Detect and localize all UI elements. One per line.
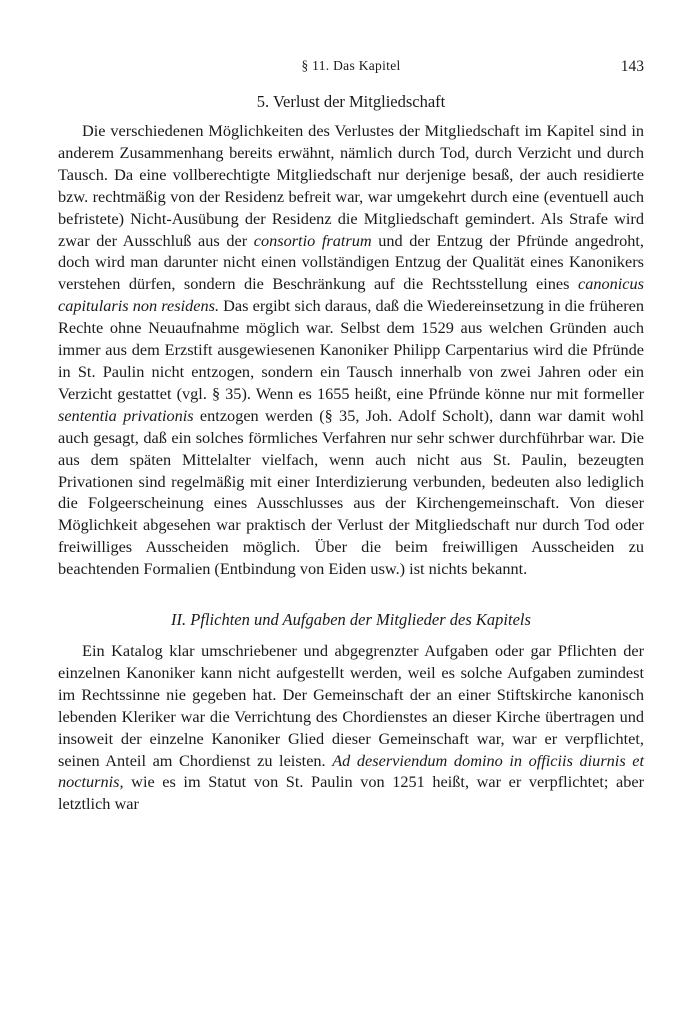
text-run: wie es im Statut von St. Paulin von 1251 heißt, war er verpflichtet; aber letztlich war — [58, 772, 644, 814]
section-paragraph — [58, 120, 644, 580]
text-run: Ein Katalog klar umschriebener und abgegrenzter Aufgaben oder gar Pflichten der einzelnen Kanoniker kann nicht aufgestellt werden, weil es solche Aufgaben zumindest im Rechtssinne nie gegeben hat. Der Gemeinschaft der an einer Stiftskirche kanonisch lebenden Kleriker war die Verrichtung des Chordienstes an dieser Kirche übertragen und insoweit der einzelne Kanoniker Glied dieser Gemeinschaft war, war er verpflichtet, seinen Anteil am Chordienst zu leisten. — [58, 641, 644, 770]
running-title: § 11. Das Kapitel — [301, 58, 401, 73]
italic-term: consortio fratrum — [253, 230, 372, 250]
text-run: entzogen werden (§ 35, Joh. Adolf Scholt), dann war damit wohl auch gesagt, daß ein solches förmliches Verfahren nur sehr schwer durchführbar war. Die aus dem späten Mittelalter vielfach, wenn auch nicht aus St. Paulin, bezeugten Privationen sind regelmäßig mit einer Interdizierung verbunden, bedeuten also lediglich die Folgeerscheinung eines Ausschlusses aus der Kirchengemeinschaft. Von dieser Möglichkeit abgesehen war praktisch der Verlust der Mitgliedschaft nur durch Tod oder freiwilliges Ausscheiden möglich. Über die beim freiwilligen Ausscheiden zu beachtenden Formalien (Entbindung von Eiden usw.) ist nichts bekannt. — [58, 405, 645, 579]
section-heading: 5. Verlust der Mitgliedschaft — [256, 92, 446, 111]
page-number: 143 — [620, 58, 644, 75]
book-page — [58, 58, 644, 815]
italic-term: canonicus capitularis non residens. — [58, 274, 644, 316]
text-run: Das ergibt sich daraus, daß die Wiedereinsetzung in die früheren Rechte ohne Neuaufnahme möglich war. Selbst dem 1529 aus welchen Gründen auch immer aus dem Erzstift ausgewiesenen Kanoniker Philipp Carpentarius wird die Pfründe in St. Paulin nicht entzogen, sondern ein Tausch innerhalb von zwei Jahren oder ein Verzicht gestattet (vgl. § 35). Wenn es 1655 heißt, eine Pfründe könne nur mit formeller — [58, 296, 644, 403]
text-run: und der Entzug der Pfründe angedroht, doch wird man darunter nicht einen vollständigen Entzug der Qualität eines Kanonikers verstehen dürfen, sondern die Beschränkung auf die Rechtsstellung eines — [58, 230, 645, 294]
text-run: Die verschiedenen Möglichkeiten des Verlustes der Mitgliedschaft im Kapitel sind in anderem Zusammenhang bereits erwähnt, nämlich durch Tod, durch Verzicht und durch Tausch. Da eine vollberechtigte Mitgliedschaft nur derjenige besaß, der auch residierte bzw. rechtmäßig von der Residenz befreit war, war umgekehrt durch eine (eventuell auch befristete) Nicht-Ausübung der Residenz die Mitgliedschaft gemindert. Als Strafe wird zwar der Ausschluß aus der — [58, 121, 644, 250]
running-head — [58, 58, 644, 80]
italic-term: sententia privationis — [58, 405, 194, 425]
part-paragraph — [58, 640, 644, 815]
italic-term: Ad deserviendum domino in officiis diurnis et nocturnis, — [58, 750, 644, 792]
part-heading: II. Pflichten und Aufgaben der Mitglieder des Kapitels — [171, 610, 531, 630]
